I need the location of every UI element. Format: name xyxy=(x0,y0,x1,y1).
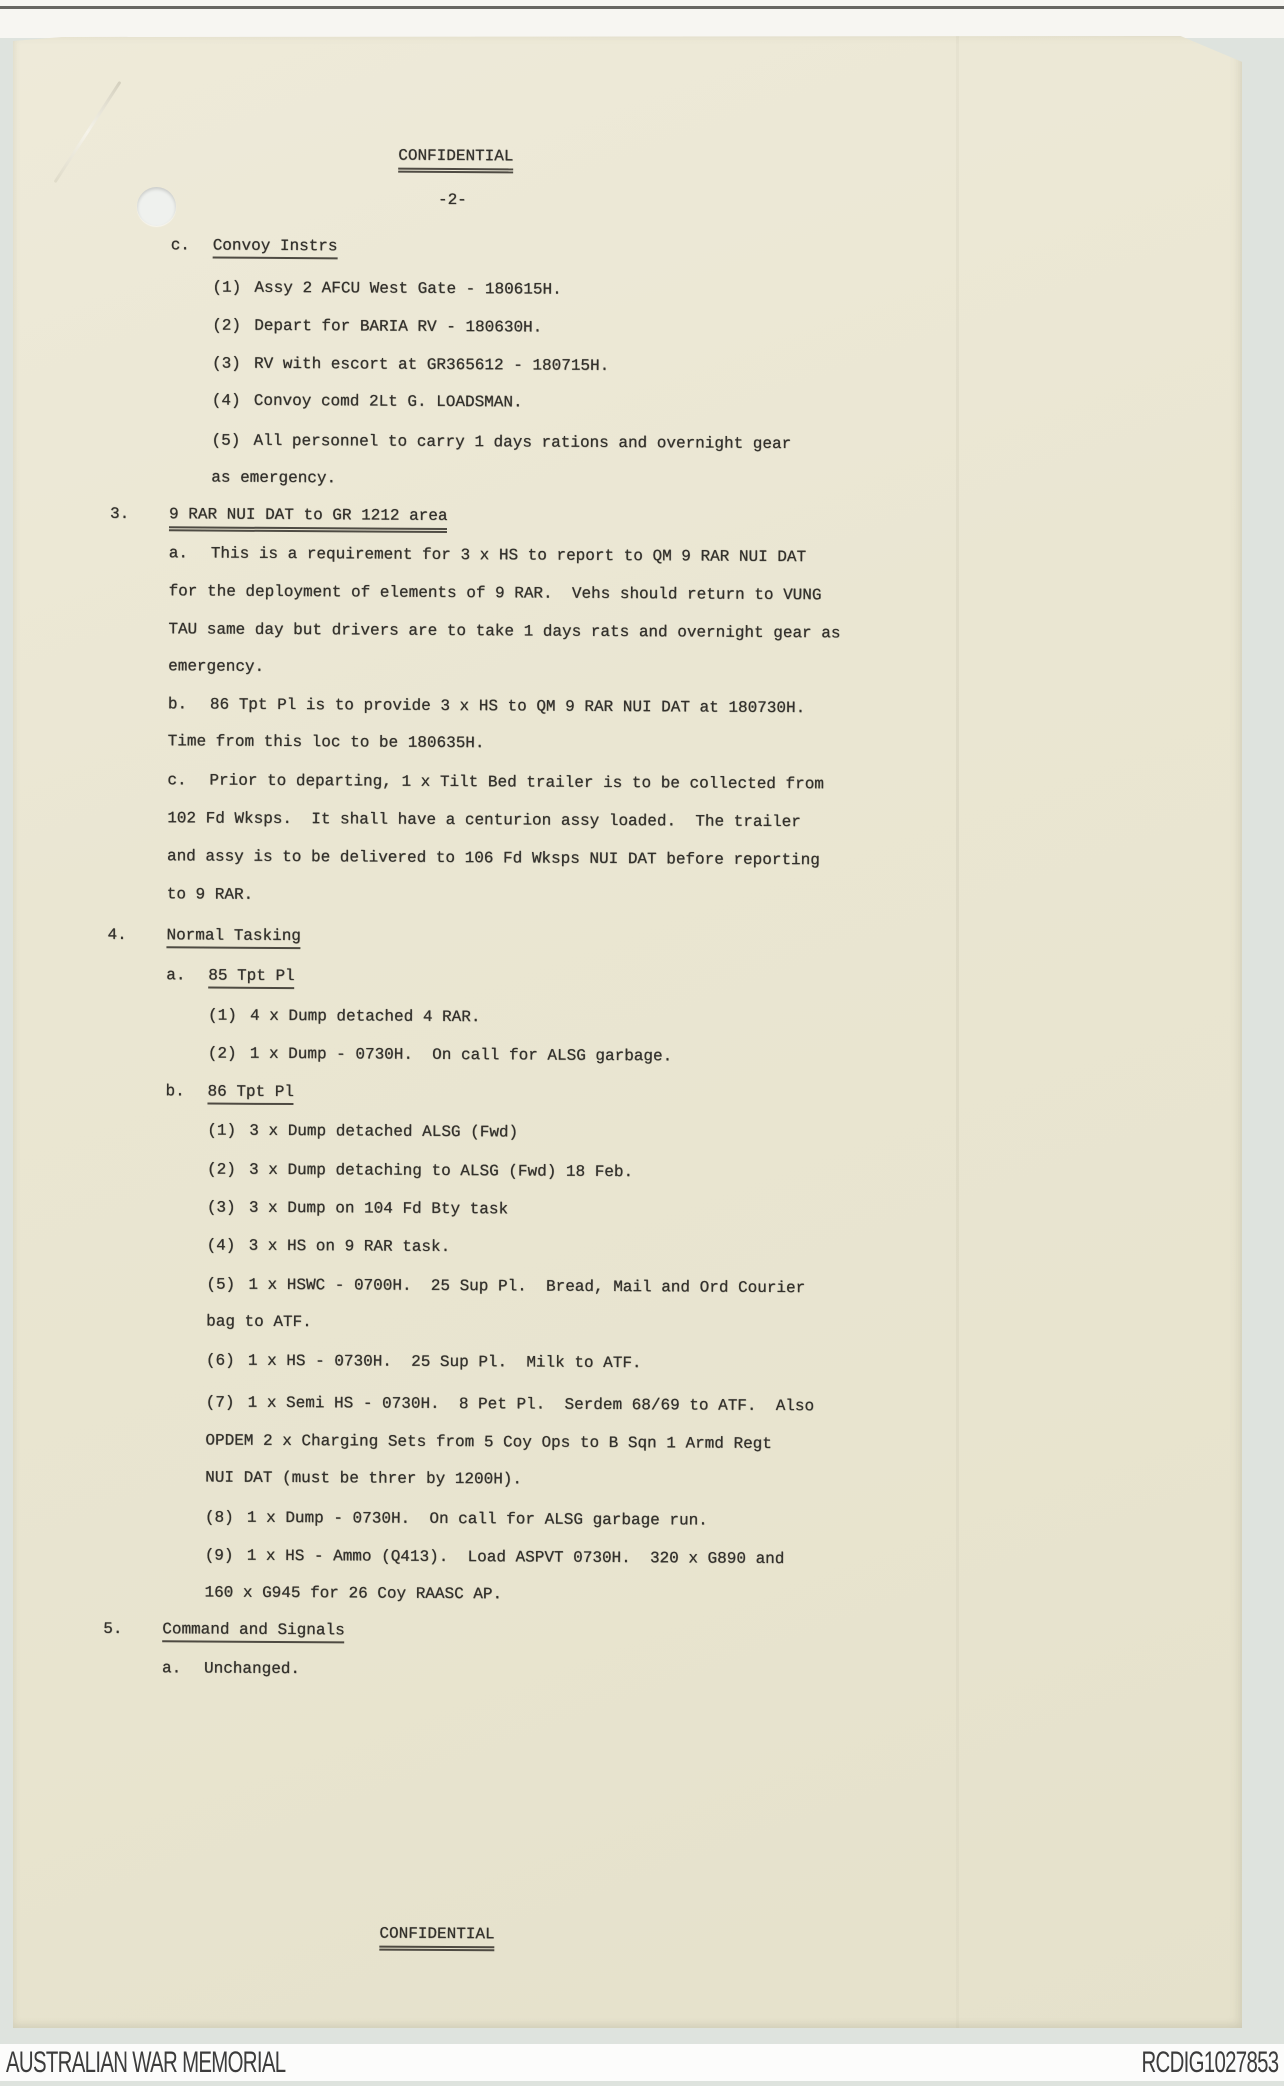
text: 102 Fd Wksps. It shall have a centurion assy loaded. The trailer xyxy=(167,809,801,832)
list-marker: (5) xyxy=(206,1275,236,1294)
document-line xyxy=(0,1120,1278,1148)
text: 3 x HS on 9 RAR task. xyxy=(248,1236,451,1257)
text: RV with escort at GR365612 - 180715H. xyxy=(253,354,610,375)
document-line xyxy=(0,1043,1279,1071)
list-marker: (4) xyxy=(211,391,241,410)
section-heading: Command and Signals xyxy=(162,1620,345,1643)
text: Depart for BARIA RV - 180630H. xyxy=(254,316,543,337)
archive-footer xyxy=(0,2044,1284,2081)
text: 4 x Dump detached 4 RAR. xyxy=(249,1006,481,1027)
document-line xyxy=(0,656,1281,684)
document-line xyxy=(0,884,1280,912)
list-marker: (3) xyxy=(211,354,241,373)
document-line xyxy=(0,1392,1277,1420)
document-line xyxy=(0,619,1281,647)
list-marker: (4) xyxy=(206,1236,236,1255)
document-line xyxy=(0,731,1281,759)
text: 1 x Dump - 0730H. On call for ALSG garbage run. xyxy=(246,1508,708,1530)
document-line xyxy=(0,1507,1276,1535)
document-line xyxy=(0,467,1282,495)
list-marker: (5) xyxy=(211,431,241,450)
document-line xyxy=(0,1467,1276,1495)
list-marker: (8) xyxy=(204,1508,234,1527)
document-line xyxy=(0,315,1283,343)
document-line xyxy=(0,543,1282,571)
list-marker: b. xyxy=(165,1082,185,1101)
document-line xyxy=(0,694,1281,722)
text: for the deployment of elements of 9 RAR. Vehs should return to VUNG xyxy=(168,582,822,605)
list-marker: (1) xyxy=(207,1006,237,1025)
document-line xyxy=(0,353,1283,381)
text: 1 x Semi HS - 0730H. 8 Pet Pl. Serdem 68/69 to ATF. Also xyxy=(247,1393,815,1416)
text: 1 x HS - Ammo (Q413). Load ASPVT 0730H. 320 x G890 and xyxy=(246,1546,785,1569)
text: 1 x HS - 0730H. 25 Sup Pl. Milk to ATF. xyxy=(247,1351,642,1373)
document-line xyxy=(0,188,1284,216)
list-marker: a. xyxy=(168,544,189,563)
text: TAU same day but drivers are to take 1 days rats and overnight gear as xyxy=(168,620,841,643)
list-marker: (2) xyxy=(207,1044,237,1063)
list-marker: (1) xyxy=(207,1121,237,1140)
list-marker: (2) xyxy=(212,316,242,335)
document-line xyxy=(0,235,1284,263)
document-line xyxy=(0,1582,1276,1610)
text: 160 x G945 for 26 Coy RAASC AP. xyxy=(204,1583,503,1604)
list-marker: a. xyxy=(166,966,186,985)
sub-heading: 86 Tpt Pl xyxy=(207,1083,294,1106)
archive-reference-id: RCDIG1027853 xyxy=(1141,2046,1278,2079)
list-marker: (7) xyxy=(205,1393,235,1412)
document-line xyxy=(0,1005,1279,1033)
text: and assy is to be delivered to 106 Fd Wksps NUI DAT before reporting xyxy=(166,847,820,870)
list-marker: (1) xyxy=(212,278,242,297)
document-line xyxy=(0,965,1279,993)
section-heading: 9 RAR NUI DAT to GR 1212 area xyxy=(169,505,448,533)
document-line xyxy=(0,1658,1275,1686)
text: Prior to departing, 1 x Tilt Bed trailer is to be collected from xyxy=(209,771,824,794)
text: as emergency. xyxy=(211,468,337,488)
section-number: 5. xyxy=(103,1619,123,1639)
page-number: -2- xyxy=(437,190,467,210)
text: 86 Tpt Pl is to provide 3 x HS to QM 9 RAR NUI DAT at 180730H. xyxy=(209,695,806,718)
list-marker: (6) xyxy=(205,1351,235,1370)
document-line xyxy=(0,846,1280,874)
document-line xyxy=(0,1235,1278,1263)
text: 3 x Dump detaching to ALSG (Fwd) 18 Feb. xyxy=(249,1160,634,1182)
document-line xyxy=(0,1274,1277,1302)
text: Assy 2 AFCU West Gate - 180615H. xyxy=(254,278,562,299)
archive-institution: AUSTRALIAN WAR MEMORIAL xyxy=(6,2046,286,2079)
text: 1 x HSWC - 0700H. 25 Sup Pl. Bread, Mail and Ord Courier xyxy=(248,1275,806,1298)
sub-heading: 85 Tpt Pl xyxy=(208,967,295,990)
document-line xyxy=(0,430,1283,458)
classification-marking-top: CONFIDENTIAL xyxy=(398,147,513,174)
list-marker: (9) xyxy=(204,1546,234,1565)
document-line xyxy=(0,1197,1278,1225)
document-line xyxy=(0,1430,1276,1458)
list-marker: b. xyxy=(167,695,188,714)
text: NUI DAT (must be threr by 1200H). xyxy=(205,1468,523,1489)
text: All personnel to carry 1 days rations and overnight gear xyxy=(253,431,792,454)
section-number: 3. xyxy=(110,504,130,524)
text: Time from this loc to be 180635H. xyxy=(167,732,485,753)
document-line xyxy=(0,1081,1279,1109)
document-line xyxy=(0,925,1280,953)
document-line xyxy=(0,144,1284,172)
classification-marking-bottom: CONFIDENTIAL xyxy=(379,1925,494,1952)
list-marker: (2) xyxy=(207,1160,236,1179)
section-heading: Normal Tasking xyxy=(166,926,301,949)
text: to 9 RAR. xyxy=(166,885,254,904)
document-line xyxy=(0,277,1283,305)
list-marker: c. xyxy=(170,236,190,255)
section-number: 4. xyxy=(107,925,127,945)
text: 3 x Dump on 104 Fd Bty task xyxy=(248,1198,509,1219)
text: 1 x Dump - 0730H. On call for ALSG garbage. xyxy=(249,1044,673,1066)
document-line xyxy=(0,581,1282,609)
document-line xyxy=(0,1619,1275,1647)
text: emergency. xyxy=(168,657,265,676)
document-line xyxy=(0,1350,1277,1378)
document-line xyxy=(0,1311,1277,1339)
text: bag to ATF. xyxy=(206,1312,312,1332)
document-line xyxy=(0,1159,1278,1187)
document-line xyxy=(0,770,1280,798)
text: 3 x Dump detached ALSG (Fwd) xyxy=(249,1121,519,1142)
text: This is a requirement for 3 x HS to report to QM 9 RAR NUI DAT xyxy=(210,544,807,567)
text: OPDEM 2 x Charging Sets from 5 Coy Ops to B Sqn 1 Armd Regt xyxy=(205,1431,772,1453)
text: Unchanged. xyxy=(203,1659,301,1679)
document-line xyxy=(0,808,1280,836)
document-line xyxy=(0,1922,1273,1950)
list-marker: c. xyxy=(167,771,187,790)
document-line xyxy=(0,1545,1276,1573)
document-line xyxy=(0,390,1283,418)
sub-heading: Convoy Instrs xyxy=(213,237,338,260)
list-marker: a. xyxy=(161,1659,182,1678)
document-line xyxy=(0,504,1282,532)
text: Convoy comd 2Lt G. LOADSMAN. xyxy=(253,391,523,412)
list-marker: (3) xyxy=(206,1198,236,1217)
